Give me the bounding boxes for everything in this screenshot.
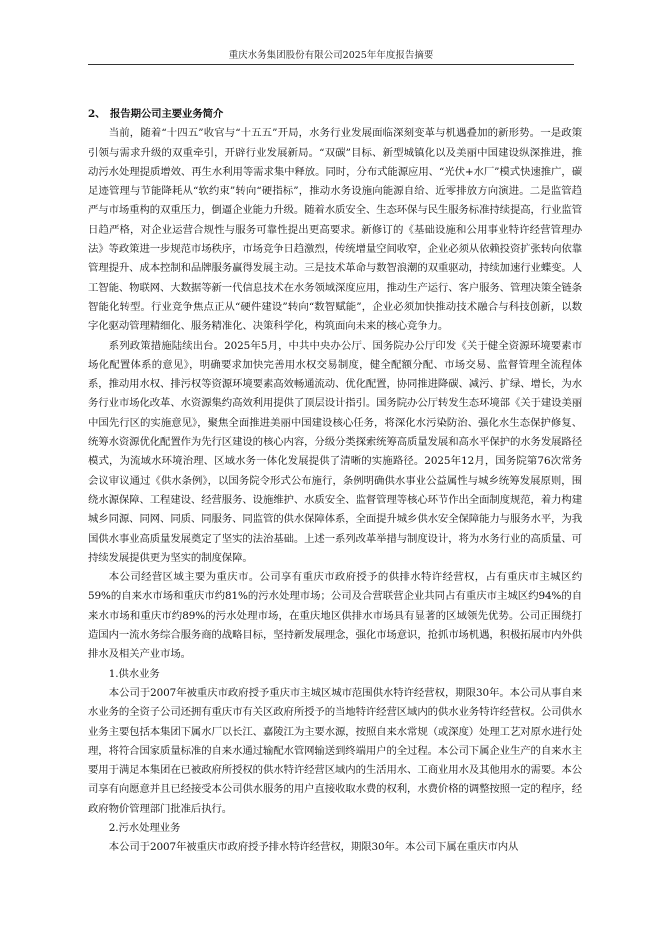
section-title: 报告期公司主要业务简介 (110, 108, 224, 120)
section-heading (88, 105, 582, 124)
subsection-heading-sewage: 2.污水处理业务 (108, 821, 181, 834)
page-header: 重庆水务集团股份有限公司2025年年度报告摘要 (88, 47, 574, 65)
paragraph-sewage: 本公司于2007年被重庆市政府授予排水特许经营权，期限30年。本公司下属在重庆市内从 (108, 841, 519, 854)
paragraph-policy-measures: 系列政策措施陆续出台。2025年5月，中共中央办公厅、国务院办公厅印发《关于健全资源环境要素市场化配置体系的意见》，明确要求加快完善用水权交易制度，健全配额分配、市场交易、监督管理全流程体系，推动用水权、排污权等资源环境要素高效畅通流动、优化配置，协同推进降碳、减污、扩绿、增长，为水务行业市场化改革、水资源集约高效利用提供了顶层设计指引。国务院办公厅转发生态环境部《关于建设美丽中国先行区的实施意见》，聚焦全面推进美丽中国建设核心任务，将深化水污染防治、强化水生态保护修复、统筹水资源优化配置作为先行区建设的核心内容，分级分类探索统筹高质量发展和高水平保护的水务发展路径模式，为流域水环境治理、区域水务一体化发展提供了清晰的实施路径。2025年12月，国务院第76次常务会议审议通过《供水条例》，以国务院令形式公布施行，条例明确供水事业公益属性与城乡统筹发展原则，围绕水源保障、工程建设、经营服务、设施维护、水质安全、监督管理等核心环节作出全面制度规范，着力构建城乡同源、同网、同质、同服务、同监管的供水保障体系，全面提升城乡供水安全保障能力与服务水平，为我国供水事业高质量发展奠定了坚实的法治基础。上述一系列改革举措与制度设计，将为水务行业的高质量、可持续发展提供更为坚实的制度保障。 (88, 339, 582, 564)
paragraph-water-supply: 本公司于2007年被重庆市政府授予重庆市主城区城市范围供水特许经营权，期限30年。本公司从事自来水业务的全资子公司还拥有重庆市有关区政府所授予的当地特许经营区域内的供水业务特许经营权。公司供水业务主要包括本集团下属水厂以长江、嘉陵江为主要水源，按照自来水常规（或深度）处理工艺对原水进行处理，将符合国家质量标准的自来水通过输配水管网输送到终端用户的全过程。本公司下属企业生产的自来水主要用于满足本集团在已被政府所授权的供水特许经营区域内的生活用水、工商业用水及其他用水的需要。本公司享有向愿意并且已经接受本公司供水服务的用户直接收取水费的权利，水费价格的调整按照一定的程序，经政府物价管理部门批准后执行。 (88, 686, 582, 815)
section-number: 2、 (88, 108, 106, 120)
page-content (88, 105, 582, 858)
paragraph-business-region: 本公司经营区域主要为重庆市。公司享有重庆市政府授予的供排水特许经营权，占有重庆市主城区约59%的自来水市场和重庆市约81%的污水处理市场；公司及合营联营企业共同占有重庆市主城区约94%的自来水市场和重庆市约89%的污水处理市场，在重庆地区供排水市场具有显著的区域领先优势。公司正围绕打造国内一流水务综合服务商的战略目标，坚持新发展理念，强化市场意识，抢抓市场机遇，积极拓展市内外供排水及相关产业市场。 (88, 571, 582, 661)
subsection-heading-water-supply: 1.供水业务 (108, 667, 160, 680)
paragraph-industry-trends: 当前，随着“十四五”收官与“十五五”开局，水务行业发展面临深刻变革与机遇叠加的新形势。一是政策引领与需求升级的双重牵引，开辟行业发展新局。“双碳”目标、新型城镇化以及美丽中国建设纵深推进，推动污水处理提质增效、再生水利用等需求集中释放。同时，分布式能源应用、“光伏+水厂”模式快速推广，碳足迹管理与节能降耗从“软约束”转向“硬指标”，推动水务设施向能源自给、近零排放方向演进。二是监管趋严与市场重构的双重压力，倒逼企业能力升级。随着水质安全、生态环保与民生服务标准持续提高，行业监管日趋严格，对企业运营合规性与服务可靠性提出更高要求。新修订的《基础设施和公用事业特许经营管理办法》等政策进一步规范市场秩序，市场竞争日趋激烈，传统增量空间收窄，企业必须从依赖投资扩张转向依靠管理提升、成本控制和品牌服务赢得发展主动。三是技术革命与数智浪潮的双重驱动，持续加速行业蝶变。人工智能、物联网、大数据等新一代信息技术在水务领域深度应用，推动生产运行、客户服务、管理决策全链条智能化转型。行业竞争焦点正从“硬件建设”转向“数智赋能”，企业必须加快推动技术融合与科技创新，以数字化驱动管理精细化、服务精准化、决策科学化，构筑面向未来的核心竞争力。 (88, 127, 582, 333)
